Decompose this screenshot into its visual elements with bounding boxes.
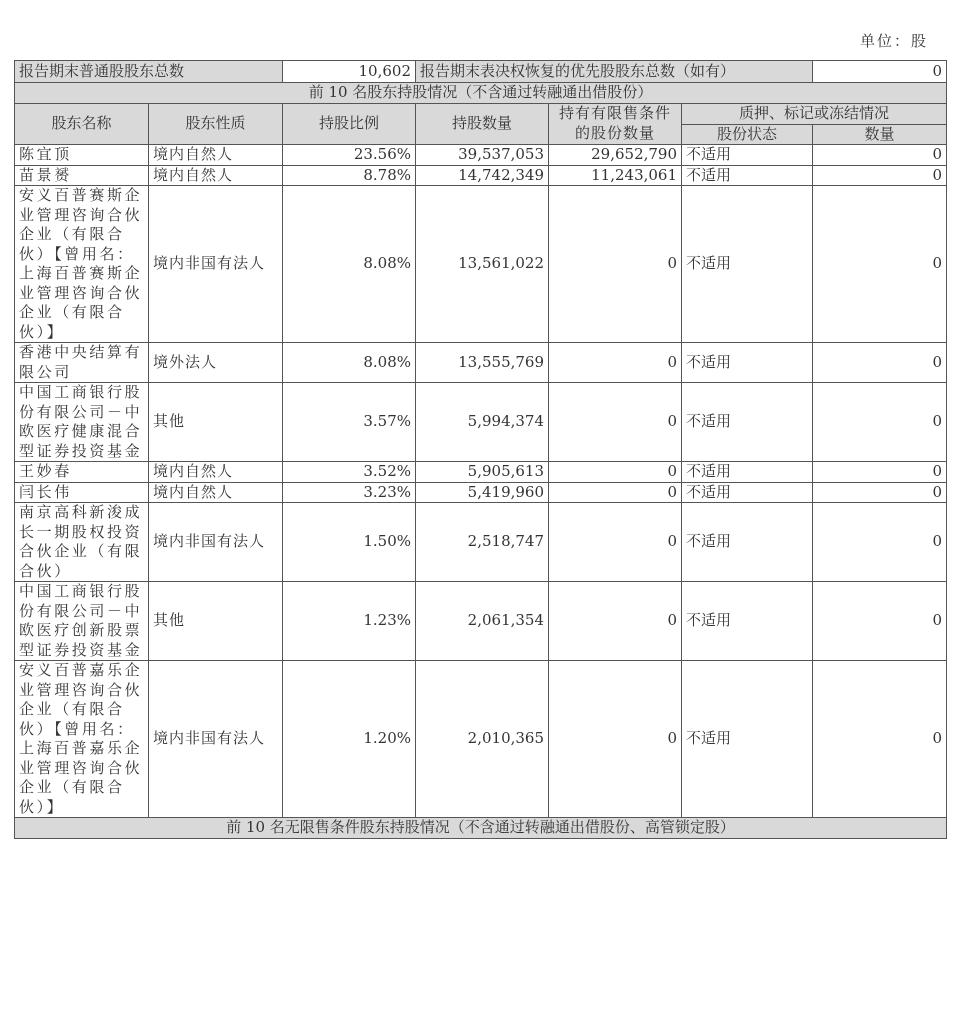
name-cell: 中国工商银行股份有限公司－中欧医疗健康混合型证券投资基金	[15, 383, 149, 462]
status-cell: 不适用	[682, 462, 813, 483]
quantity-cell: 14,742,349	[416, 165, 549, 186]
ratio-cell: 1.50%	[283, 503, 416, 582]
pledged-cell: 0	[813, 145, 947, 166]
pledged-cell: 0	[813, 186, 947, 343]
header-name: 股东名称	[15, 103, 149, 145]
restricted-cell: 0	[549, 503, 682, 582]
nature-cell: 境外法人	[149, 343, 283, 383]
restricted-cell: 29,652,790	[549, 145, 682, 166]
restricted-cell: 0	[549, 186, 682, 343]
nature-cell: 其他	[149, 383, 283, 462]
table-row	[15, 582, 947, 661]
table-row	[15, 383, 947, 462]
common-holders-value: 10,602	[283, 61, 416, 83]
restricted-cell: 0	[549, 462, 682, 483]
status-cell: 不适用	[682, 165, 813, 186]
status-cell: 不适用	[682, 482, 813, 503]
quantity-cell: 5,419,960	[416, 482, 549, 503]
quantity-cell: 2,010,365	[416, 661, 549, 818]
name-cell: 香港中央结算有限公司	[15, 343, 149, 383]
shareholder-table	[14, 60, 947, 839]
ratio-cell: 1.20%	[283, 661, 416, 818]
header-pledge-quantity: 数量	[813, 124, 947, 145]
common-holders-label: 报告期末普通股股东总数	[15, 61, 283, 83]
ratio-cell: 3.23%	[283, 482, 416, 503]
restricted-cell: 0	[549, 383, 682, 462]
pledged-cell: 0	[813, 482, 947, 503]
name-cell: 王妙春	[15, 462, 149, 483]
header-row	[15, 103, 947, 124]
name-cell: 中国工商银行股份有限公司－中欧医疗创新股票型证券投资基金	[15, 582, 149, 661]
restricted-cell: 0	[549, 661, 682, 818]
nature-cell: 境内自然人	[149, 145, 283, 166]
name-cell: 闫长伟	[15, 482, 149, 503]
pledged-cell: 0	[813, 582, 947, 661]
summary-row	[15, 61, 947, 83]
table-row	[15, 343, 947, 383]
restricted-cell: 11,243,061	[549, 165, 682, 186]
nature-cell: 其他	[149, 582, 283, 661]
header-nature: 股东性质	[149, 103, 283, 145]
table-row	[15, 503, 947, 582]
table-row	[15, 462, 947, 483]
nature-cell: 境内自然人	[149, 165, 283, 186]
ratio-cell: 23.56%	[283, 145, 416, 166]
ratio-cell: 8.08%	[283, 343, 416, 383]
table-row	[15, 661, 947, 818]
nature-cell: 境内自然人	[149, 462, 283, 483]
pledged-cell: 0	[813, 383, 947, 462]
unit-label: 单位：股	[859, 32, 928, 50]
table-row	[15, 482, 947, 503]
status-cell: 不适用	[682, 343, 813, 383]
table-row	[15, 165, 947, 186]
header-pledge-group: 质押、标记或冻结情况	[682, 103, 947, 124]
name-cell: 南京高科新浚成长一期股权投资合伙企业（有限合伙）	[15, 503, 149, 582]
quantity-cell: 39,537,053	[416, 145, 549, 166]
name-cell: 安义百普嘉乐企业管理咨询合伙企业（有限合伙）【曾用名：上海百普嘉乐企业管理咨询合伙企业（有限合伙）】	[15, 661, 149, 818]
status-cell: 不适用	[682, 145, 813, 166]
header-quantity: 持股数量	[416, 103, 549, 145]
pledged-cell: 0	[813, 165, 947, 186]
nature-cell: 境内自然人	[149, 482, 283, 503]
header-ratio: 持股比例	[283, 103, 416, 145]
pledged-cell: 0	[813, 343, 947, 383]
status-cell: 不适用	[682, 186, 813, 343]
nature-cell: 境内非国有法人	[149, 661, 283, 818]
ratio-cell: 3.52%	[283, 462, 416, 483]
ratio-cell: 8.78%	[283, 165, 416, 186]
ratio-cell: 8.08%	[283, 186, 416, 343]
top10-title-row	[15, 83, 947, 104]
pledged-cell: 0	[813, 661, 947, 818]
quantity-cell: 13,555,769	[416, 343, 549, 383]
table-row	[15, 186, 947, 343]
restricted-cell: 0	[549, 482, 682, 503]
unrestricted-title: 前 10 名无限售条件股东持股情况（不含通过转融通出借股份、高管锁定股）	[15, 818, 947, 839]
nature-cell: 境内非国有法人	[149, 186, 283, 343]
status-cell: 不适用	[682, 661, 813, 818]
quantity-cell: 2,061,354	[416, 582, 549, 661]
quantity-cell: 5,905,613	[416, 462, 549, 483]
table-row	[15, 145, 947, 166]
restricted-cell: 0	[549, 582, 682, 661]
ratio-cell: 1.23%	[283, 582, 416, 661]
quantity-cell: 2,518,747	[416, 503, 549, 582]
name-cell: 安义百普赛斯企业管理咨询合伙企业（有限合伙）【曾用名：上海百普赛斯企业管理咨询合伙企业（有限合伙）】	[15, 186, 149, 343]
preferred-holders-label: 报告期末表决权恢复的优先股股东总数（如有）	[416, 61, 813, 83]
top10-title: 前 10 名股东持股情况（不含通过转融通出借股份）	[15, 83, 947, 104]
pledged-cell: 0	[813, 462, 947, 483]
name-cell: 苗景赟	[15, 165, 149, 186]
quantity-cell: 13,561,022	[416, 186, 549, 343]
quantity-cell: 5,994,374	[416, 383, 549, 462]
name-cell: 陈宜顶	[15, 145, 149, 166]
restricted-cell: 0	[549, 343, 682, 383]
nature-cell: 境内非国有法人	[149, 503, 283, 582]
status-cell: 不适用	[682, 503, 813, 582]
unrestricted-title-row	[15, 818, 947, 839]
ratio-cell: 3.57%	[283, 383, 416, 462]
status-cell: 不适用	[682, 383, 813, 462]
preferred-holders-value: 0	[813, 61, 947, 83]
status-cell: 不适用	[682, 582, 813, 661]
header-restricted: 持有有限售条件的股份数量	[549, 103, 682, 145]
header-share-status: 股份状态	[682, 124, 813, 145]
pledged-cell: 0	[813, 503, 947, 582]
